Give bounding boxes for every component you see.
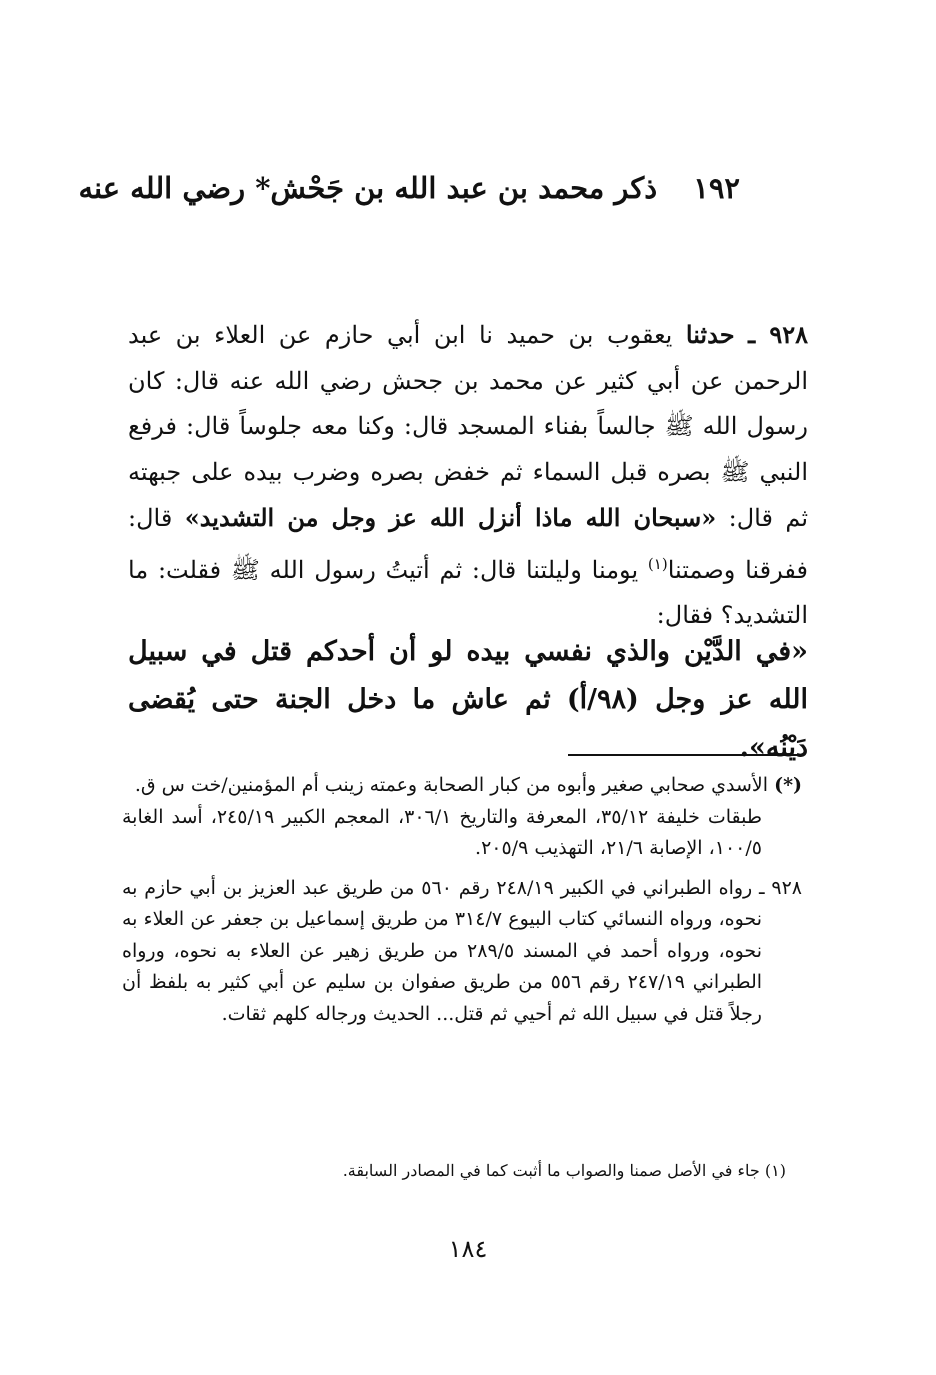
hadith-exclamation: «سبحان الله ماذا أنزل الله عز وجل من التشديد» [184,503,717,532]
footnote-reference: (١) [647,554,668,573]
footnote-star-text: الأسدي صحابي صغير وأبوه من كبار الصحابة وعمته زينب أم المؤمنين/خت س ق. [134,774,769,796]
footnote-divider [568,754,802,756]
footnotes [122,770,802,1038]
footnote-takhrij [122,873,802,1031]
hadith-narration-3: يومنا وليلتنا قال: ثم أتيتُ رسول الله ﷺ فقلت: ما التشديد؟ فقال: [128,555,808,629]
footnote-star [122,770,802,865]
hadith-quote: «في الدَّيْن والذي نفسي بيده لو أن أحدكم قتل في سبيل الله عز وجل (٩٨/أ) ثم عاش ما دخل الجنة حتى يُقضى دَيْنُه». [128,636,808,763]
hadith-text [128,312,808,639]
chapter-heading [78,168,740,208]
hadith-narration: يعقوب بن حميد نا ابن أبي حازم عن العلاء بن عبد الرحمن عن أبي كثير عن محمد بن جحش رضي الله عنه قال: كان رسول الله ﷺ جالساً بفناء المسجد قال: وكنا معه جلوساً قال: فرفع النبي ﷺ بصره قبل السماء ثم خفض بصره وضرب بيده على جبهته ثم قال: [128,321,808,532]
footnote-takhrij-tag: ٩٢٨ ـ [759,876,803,899]
hadith-narration-2: قال: ففرقنا وصمتنا [128,504,808,584]
chapter-number: ١٩٢ [693,171,740,205]
hadith-number: ٩٢٨ ـ [748,320,808,349]
footnote-star-sources: طبقات خليفة ٣٥/١٢، المعرفة والتاريخ ٣٠٦/١، المعجم الكبير ٢٤٥/١٩، أسد الغابة ١٠٠/٥، الإصابة ٢١/٦، التهذيب ٢٠٥/٩. [122,805,762,859]
page-number: ١٨٤ [448,1235,488,1263]
footnote-star-tag: (*) [774,774,802,796]
footnote-takhrij-text: رواه الطبراني في الكبير ٢٤٨/١٩ رقم ٥٦٠ من طريق عبد العزيز بن أبي حازم به نحوه، ورواه النسائي كتاب البيوع ٣١٤/٧ من طريق إسماعيل بن جعفر عن العلاء به نحوه، ورواه أحمد في المسند ٢٨٩/٥ من طريق زهير عن العلاء به نحوه، ورواه الطبراني ٢٤٧/١٩ رقم ٥٥٦ من طريق صفوان بن سليم عن أبي كثير به بلفظ أن رجلاً قتل في سبيل الله ثم أحيي ثم قتل... الحديث ورجاله كلهم ثقات. [122,876,763,1025]
footnote-1: (١) جاء في الأصل صمنا والصواب ما أثبت كما في المصادر السابقة. [342,1161,786,1180]
chapter-title: ذكر محمد بن عبد الله بن جَحْش* رضي الله عنه [78,171,658,205]
hadith-opening: حدثنا [685,320,735,349]
